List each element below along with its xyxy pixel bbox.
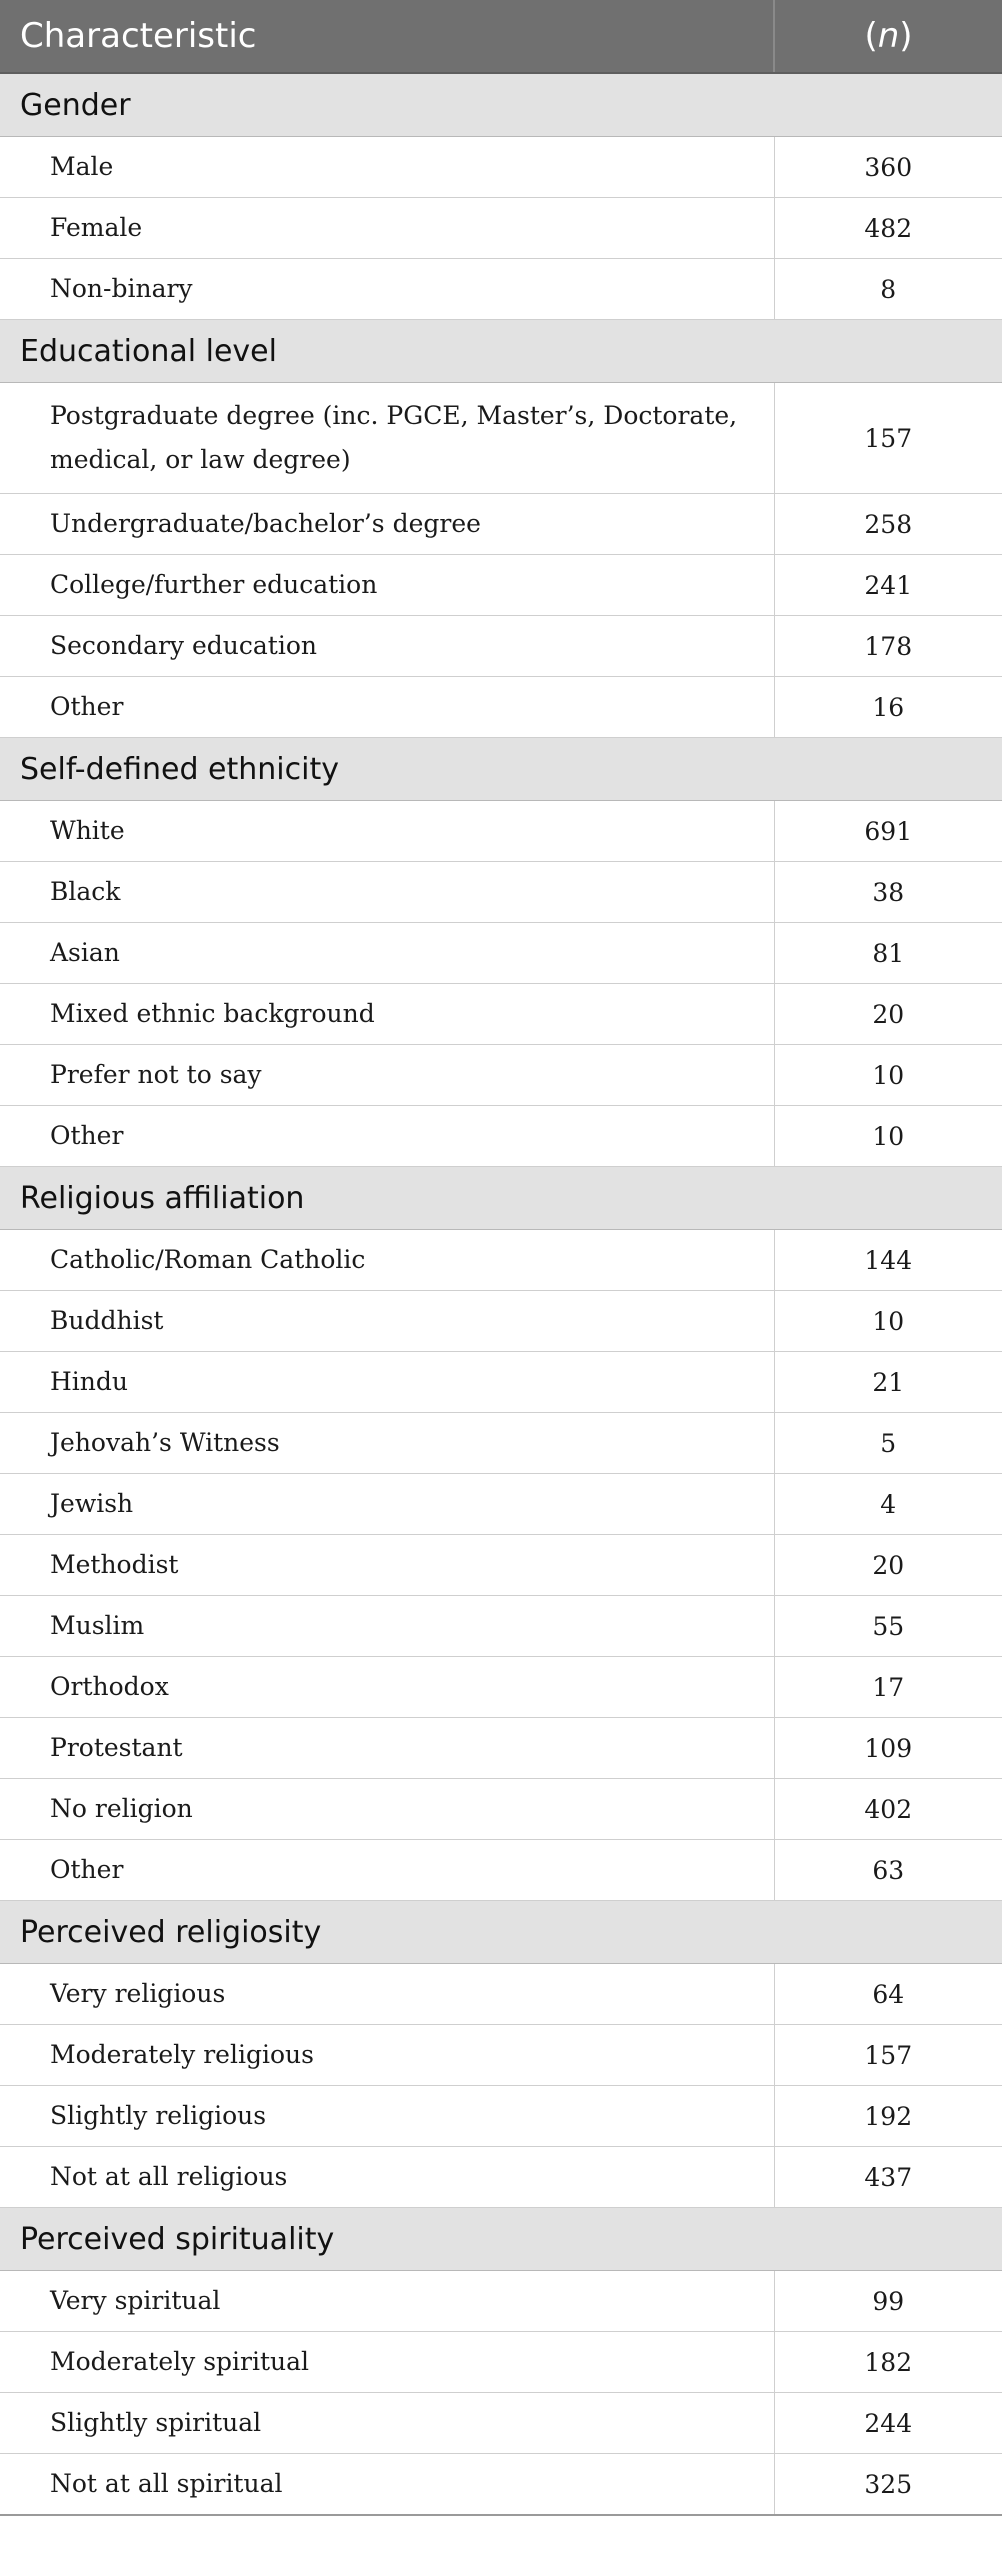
table-row <box>0 862 1002 923</box>
row-label: Very religious <box>0 1964 774 2025</box>
row-label: Jewish <box>0 1474 774 1535</box>
row-label: Male <box>0 137 774 198</box>
table-row <box>0 1230 1002 1291</box>
table-row <box>0 1291 1002 1352</box>
row-count: 38 <box>774 862 1002 923</box>
row-label: Undergraduate/bachelor’s degree <box>0 494 774 555</box>
table-row <box>0 1718 1002 1779</box>
row-count: 4 <box>774 1474 1002 1535</box>
table-row <box>0 1964 1002 2025</box>
row-label: Slightly spiritual <box>0 2393 774 2454</box>
row-label: Protestant <box>0 1718 774 1779</box>
header-count-close: ) <box>899 16 913 56</box>
row-label: Other <box>0 1840 774 1901</box>
row-count: 241 <box>774 555 1002 616</box>
row-label: Hindu <box>0 1352 774 1413</box>
row-label: Secondary education <box>0 616 774 677</box>
table-row <box>0 2393 1002 2454</box>
row-count: 325 <box>774 2454 1002 2516</box>
section-title: Self-defined ethnicity <box>0 738 1002 801</box>
row-count: 10 <box>774 1106 1002 1167</box>
table-row <box>0 801 1002 862</box>
header-count-symbol: n <box>877 16 900 56</box>
row-count: 10 <box>774 1045 1002 1106</box>
table-row <box>0 198 1002 259</box>
header-row <box>0 0 1002 73</box>
table-row <box>0 1657 1002 1718</box>
row-count: 20 <box>774 984 1002 1045</box>
row-label: Very spiritual <box>0 2271 774 2332</box>
section-title: Perceived religiosity <box>0 1901 1002 1964</box>
row-count: 10 <box>774 1291 1002 1352</box>
row-count: 244 <box>774 2393 1002 2454</box>
table-row <box>0 2147 1002 2208</box>
row-label: Moderately religious <box>0 2025 774 2086</box>
row-label: No religion <box>0 1779 774 1840</box>
table-row <box>0 2086 1002 2147</box>
section-row <box>0 2208 1002 2271</box>
table-row <box>0 1045 1002 1106</box>
table-row <box>0 616 1002 677</box>
row-count: 182 <box>774 2332 1002 2393</box>
row-label: Postgraduate degree (inc. PGCE, Master’s, Doctorate, medical, or law degree) <box>0 383 774 494</box>
row-count: 21 <box>774 1352 1002 1413</box>
row-label: Moderately spiritual <box>0 2332 774 2393</box>
row-count: 16 <box>774 677 1002 738</box>
row-count: 691 <box>774 801 1002 862</box>
row-label: Other <box>0 1106 774 1167</box>
row-label: Mixed ethnic background <box>0 984 774 1045</box>
table-row <box>0 1413 1002 1474</box>
section-row <box>0 320 1002 383</box>
row-count: 144 <box>774 1230 1002 1291</box>
row-count: 99 <box>774 2271 1002 2332</box>
row-count: 178 <box>774 616 1002 677</box>
row-label: Buddhist <box>0 1291 774 1352</box>
row-count: 360 <box>774 137 1002 198</box>
row-count: 20 <box>774 1535 1002 1596</box>
row-count: 192 <box>774 2086 1002 2147</box>
row-label: Non-binary <box>0 259 774 320</box>
row-label: Orthodox <box>0 1657 774 1718</box>
table-row <box>0 2454 1002 2516</box>
row-count: 17 <box>774 1657 1002 1718</box>
table-row <box>0 1596 1002 1657</box>
table-row <box>0 137 1002 198</box>
row-label: Asian <box>0 923 774 984</box>
table-row <box>0 2332 1002 2393</box>
row-count: 55 <box>774 1596 1002 1657</box>
row-label: Jehovah’s Witness <box>0 1413 774 1474</box>
row-label: Not at all spiritual <box>0 2454 774 2516</box>
row-count: 5 <box>774 1413 1002 1474</box>
row-count: 157 <box>774 2025 1002 2086</box>
table-row <box>0 1474 1002 1535</box>
table-row <box>0 1106 1002 1167</box>
row-count: 437 <box>774 2147 1002 2208</box>
row-label: Muslim <box>0 1596 774 1657</box>
row-label: Black <box>0 862 774 923</box>
table-row <box>0 383 1002 494</box>
row-label: White <box>0 801 774 862</box>
row-label: Prefer not to say <box>0 1045 774 1106</box>
row-label: Slightly religious <box>0 2086 774 2147</box>
table-row <box>0 2271 1002 2332</box>
row-label: Other <box>0 677 774 738</box>
table-row <box>0 677 1002 738</box>
table-row <box>0 494 1002 555</box>
row-label: Methodist <box>0 1535 774 1596</box>
row-count: 157 <box>774 383 1002 494</box>
row-label: Female <box>0 198 774 259</box>
table-row <box>0 259 1002 320</box>
table-row <box>0 1840 1002 1901</box>
section-title: Perceived spirituality <box>0 2208 1002 2271</box>
row-count: 258 <box>774 494 1002 555</box>
header-count <box>774 0 1002 73</box>
section-row <box>0 73 1002 137</box>
row-count: 63 <box>774 1840 1002 1901</box>
row-count: 8 <box>774 259 1002 320</box>
table-row <box>0 1535 1002 1596</box>
section-title: Religious affiliation <box>0 1167 1002 1230</box>
row-count: 109 <box>774 1718 1002 1779</box>
table-row <box>0 555 1002 616</box>
section-title: Educational level <box>0 320 1002 383</box>
section-title: Gender <box>0 73 1002 137</box>
row-count: 81 <box>774 923 1002 984</box>
row-count: 482 <box>774 198 1002 259</box>
row-count: 64 <box>774 1964 1002 2025</box>
table-row <box>0 1352 1002 1413</box>
table-header <box>0 0 1002 73</box>
table-row <box>0 923 1002 984</box>
header-characteristic: Characteristic <box>0 0 774 73</box>
table-row <box>0 2025 1002 2086</box>
section-row <box>0 1901 1002 1964</box>
table-row <box>0 1779 1002 1840</box>
row-label: Catholic/Roman Catholic <box>0 1230 774 1291</box>
row-label: Not at all religious <box>0 2147 774 2208</box>
header-count-open: ( <box>864 16 878 56</box>
table-body <box>0 73 1002 2515</box>
table-row <box>0 984 1002 1045</box>
section-row <box>0 1167 1002 1230</box>
row-count: 402 <box>774 1779 1002 1840</box>
section-row <box>0 738 1002 801</box>
row-label: College/further education <box>0 555 774 616</box>
